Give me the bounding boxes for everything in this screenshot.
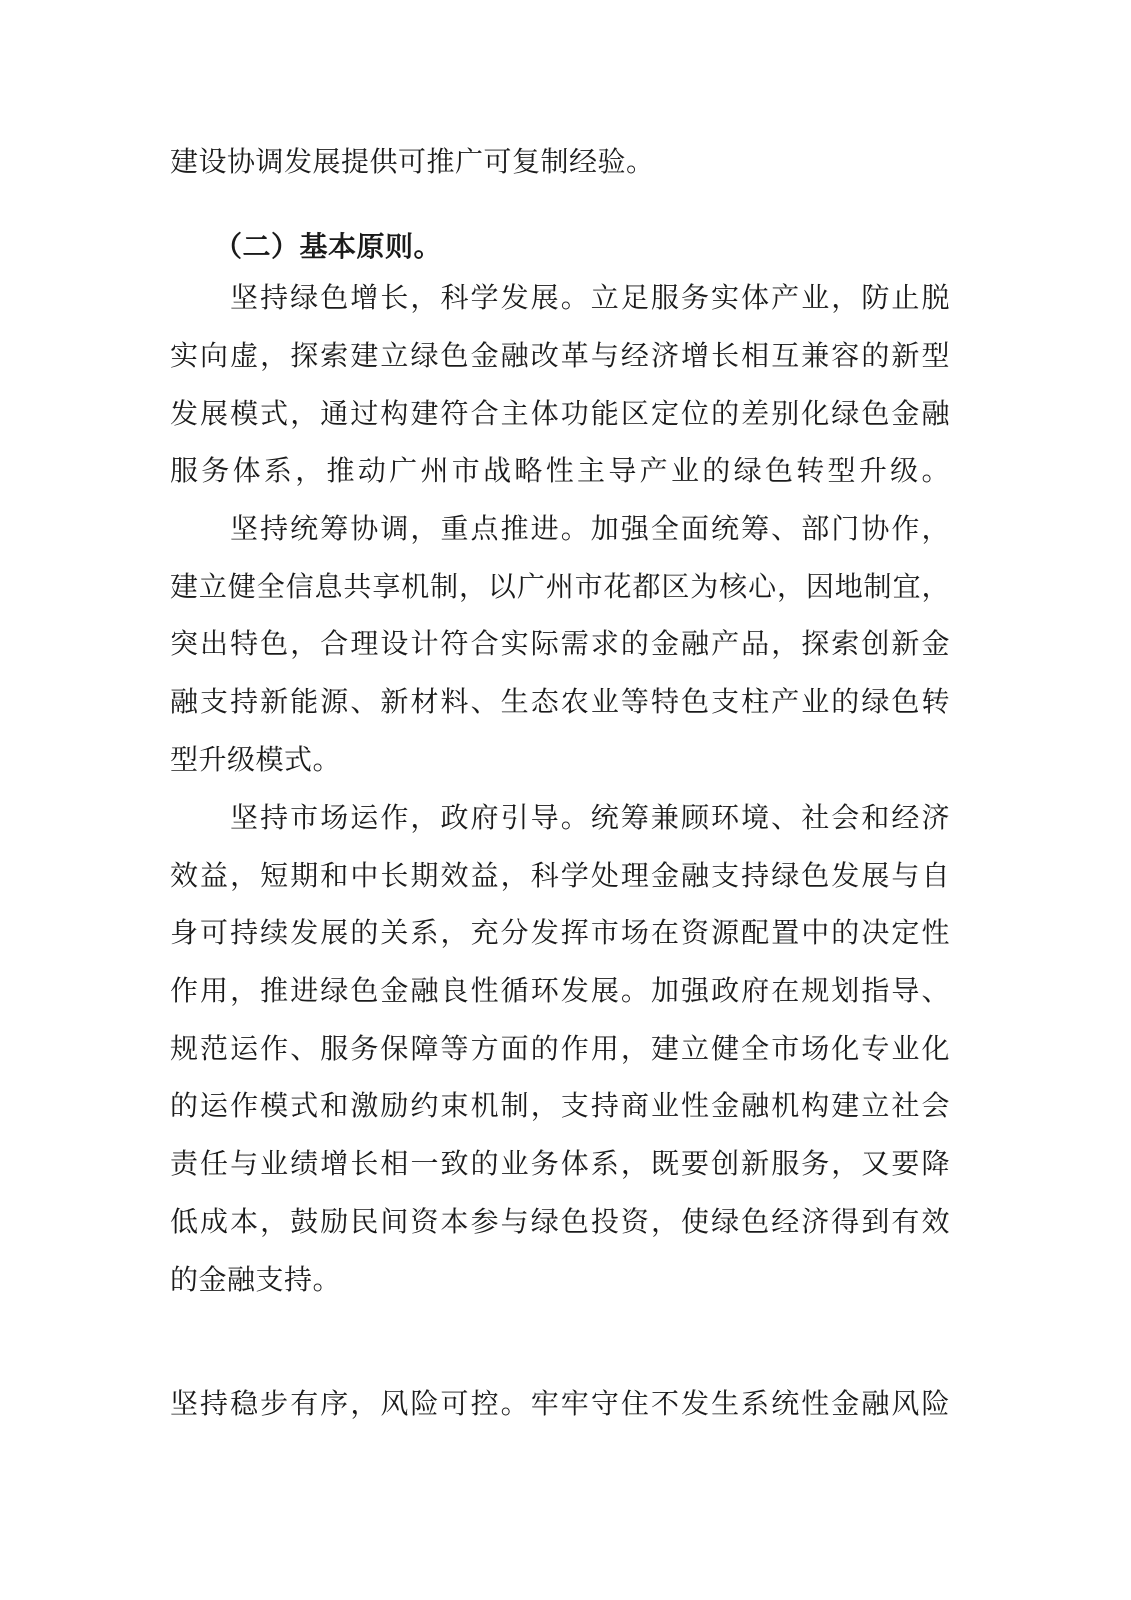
text-line-17: 的运作模式和激励约束机制，支持商业性金融机构建立社会	[170, 1089, 950, 1122]
text-line-14: 身可持续发展的关系，充分发挥市场在资源配置中的决定性	[170, 916, 950, 949]
text-line-7: 坚持统筹协调，重点推进。加强全面统筹、部门协作，	[230, 512, 950, 545]
text-line-3: 坚持绿色增长，科学发展。立足服务实体产业，防止脱	[230, 281, 950, 314]
text-line-5: 发展模式，通过构建符合主体功能区定位的差别化绿色金融	[170, 397, 950, 430]
text-line-11: 型升级模式。	[170, 743, 342, 776]
text-line-21: 坚持稳步有序，风险可控。牢牢守住不发生系统性金融风险	[170, 1387, 950, 1420]
text-line-4: 实向虚，探索建立绿色金融改革与经济增长相互兼容的新型	[170, 339, 950, 372]
text-line-13: 效益，短期和中长期效益，科学处理金融支持绿色发展与自	[170, 859, 950, 892]
text-line-9: 突出特色，合理设计符合实际需求的金融产品，探索创新金	[170, 627, 950, 660]
text-line-6: 服务体系，推动广州市战略性主导产业的绿色转型升级。	[170, 454, 950, 487]
text-line-8: 建立健全信息共享机制，以广州市花都区为核心，因地制宜，	[170, 570, 950, 603]
text-line-19: 低成本，鼓励民间资本参与绿色投资，使绿色经济得到有效	[170, 1205, 950, 1238]
section-heading: （二）基本原则。	[214, 230, 443, 263]
text-line-12: 坚持市场运作，政府引导。统筹兼顾环境、社会和经济	[230, 801, 950, 834]
text-line-15: 作用，推进绿色金融良性循环发展。加强政府在规划指导、	[170, 974, 950, 1007]
text-line-1: 建设协调发展提供可推广可复制经验。	[170, 145, 655, 178]
text-line-16: 规范运作、服务保障等方面的作用，建立健全市场化专业化	[170, 1032, 950, 1065]
text-line-20: 的金融支持。	[170, 1263, 342, 1296]
text-line-18: 责任与业绩增长相一致的业务体系，既要创新服务，又要降	[170, 1147, 950, 1180]
text-line-10: 融支持新能源、新材料、生态农业等特色支柱产业的绿色转	[170, 685, 950, 718]
